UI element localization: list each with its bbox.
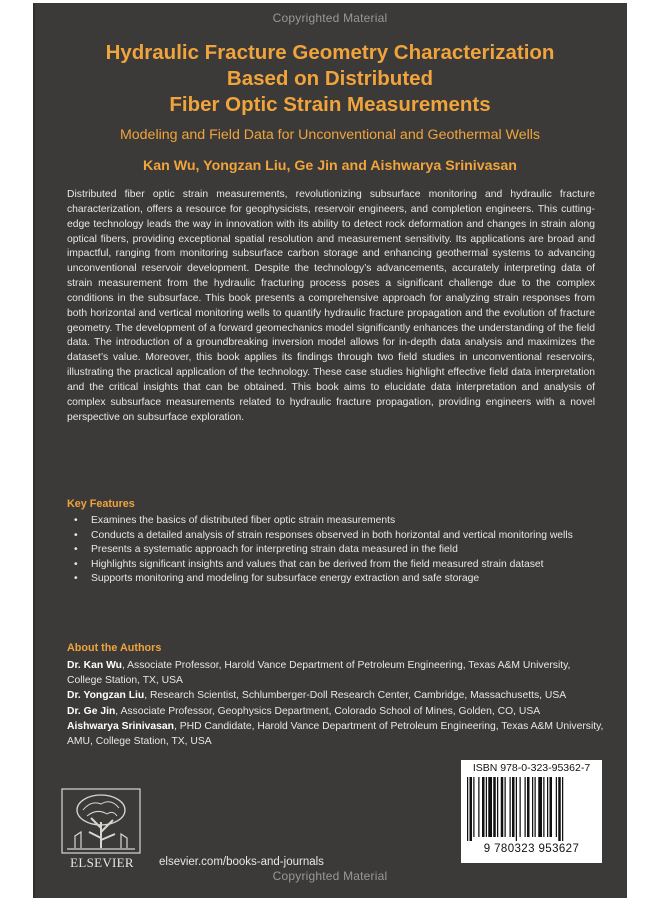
barcode-bar <box>512 777 515 837</box>
author-bio <box>67 688 607 703</box>
publisher-name: ELSEVIER <box>70 855 134 870</box>
barcode-bar <box>550 777 553 837</box>
feature-item: • Presents a systematic approach for interpreting strain data measured in the field <box>67 543 587 558</box>
author-affiliation: , Associate Professor, Harold Vance Department of Petroleum Engineering, Texas A&M University, College Station, TX, USA <box>67 660 571 687</box>
feature-item: • Examines the basics of distributed fiber optic strain measurements <box>67 514 587 529</box>
author-affiliation: , Research Scientist, Schlumberger-Doll Research Center, Cambridge, Massachusetts, USA <box>144 690 567 702</box>
barcode-bar <box>538 777 542 837</box>
isbn-number: ISBN 978-0-323-95362-7 <box>472 762 591 774</box>
barcode-bar <box>562 777 563 841</box>
author-name: Dr. Ge Jin <box>67 705 116 717</box>
author-bio <box>67 719 607 749</box>
publisher-website: elsevier.com/books-and-journals <box>159 856 324 868</box>
barcode-bar <box>525 777 526 837</box>
feature-item: • Supports monitoring and modeling for subsurface energy extraction and safe storage <box>67 572 587 587</box>
barcode-bar <box>558 777 561 841</box>
book-description: Distributed fiber optic strain measurements, revolutionizing subsurface monitoring and hydraulic fracture characterization, offers a resource for geophysicists, reservoir engineers, and completion engineers. This cutting-edge technology leads the way in innovation with its ability to detect rock deformation and changes in strain along optical fibers, providing exceptional spatial resolution and measurement sensitivity. Its applications are broad and impactful, ranging from monitoring subsurface carbon storage and enhancing geothermal systems to advancing unconventional reservoir development. Despite the technology’s advancements, accurately interpreting data of strain measurement from the hydraulic fracturing process poses a significant challenge due to the complex conditions in the subsurface. This book presents a comprehensive approach for analyzing strain responses from both horizontal and vertical monitoring wells to quantify hydraulic fracture propagation and the evolution of fracture geometry. The development of a forward geomechanics model significantly enhances the understanding of the field data. The introduction of a groundbreaking inversion model allows for in-depth data analysis and maximizes the dataset’s value. Moreover, this book applies its findings through two field studies in unconventional reservoirs, illustrating the practical application of the technology. These case studies highlight effective field data interpretation and the critical insights that can be obtained. This book aims to elucidate data interpretation and analysis of complex subsurface measurements related to hydraulic fracture propagation, providing engineers with a novel perspective on subsurface exploration. <box>67 189 595 423</box>
barcode-bar <box>501 777 504 837</box>
watermark-bottom: Copyrighted Material <box>272 869 388 883</box>
barcode-bars-icon <box>465 777 598 841</box>
barcode-bar <box>488 777 492 837</box>
watermark-top: Copyrighted Material <box>272 11 388 25</box>
title-line: Based on Distributed <box>226 67 434 90</box>
barcode-bar <box>516 777 517 841</box>
book-authors: Kan Wu, Yongzan Liu, Ge Jin and Aishwarya Srinivasan <box>143 158 517 174</box>
barcode-bar <box>543 777 544 837</box>
barcode-bar <box>493 777 496 837</box>
feature-item: • Highlights significant insights and values that can be derived from the field measured strain dataset <box>67 558 587 573</box>
barcode-bar <box>467 777 468 841</box>
book-title <box>33 40 627 118</box>
barcode-bar <box>527 777 530 837</box>
book-subtitle: Modeling and Field Data for Unconventional and Geothermal Wells <box>119 127 541 143</box>
barcode-bar <box>547 777 548 837</box>
author-name: Dr. Kan Wu <box>67 660 122 671</box>
feature-item: • Conducts a detailed analysis of strain responses observed in both horizontal and vertical monitoring wells <box>67 529 587 544</box>
key-features-heading: Key Features <box>67 498 135 510</box>
book-back-cover <box>33 3 627 898</box>
barcode-bar <box>556 777 557 837</box>
author-name: Aishwarya Srinivasan <box>67 720 174 732</box>
title-line: Hydraulic Fracture Geometry Characterization <box>105 41 555 64</box>
author-affiliation: , PHD Candidate, Harold Vance Department of Petroleum Engineering, Texas A&M University, AMU, College Station, TX, USA <box>67 720 604 748</box>
barcode-bar <box>470 777 473 841</box>
barcode-bar <box>473 777 474 837</box>
barcode-bar <box>532 777 533 837</box>
barcode-digits: 9 780323 953627 <box>483 843 580 855</box>
barcode-bar <box>520 777 521 837</box>
isbn-barcode <box>461 760 602 863</box>
barcode-bar <box>497 777 498 837</box>
author-name: Dr. Yongzan Liu <box>67 690 145 702</box>
author-bio <box>67 658 607 688</box>
author-bios <box>67 658 607 749</box>
about-authors-heading: About the Authors <box>67 642 162 654</box>
elsevier-tree-logo-icon <box>61 788 141 864</box>
barcode-bar <box>505 777 506 837</box>
barcode-bar <box>478 777 479 837</box>
title-line: Fiber Optic Strain Measurements <box>169 93 491 116</box>
key-features-list <box>67 514 587 587</box>
barcode-bar <box>510 777 511 837</box>
author-bio <box>67 704 607 719</box>
barcode-bar <box>486 777 487 837</box>
author-affiliation: , Associate Professor, Geophysics Department, Colorado School of Mines, Golden, CO, USA <box>115 705 541 717</box>
barcode-bar <box>535 777 536 837</box>
barcode-bar <box>482 777 485 837</box>
